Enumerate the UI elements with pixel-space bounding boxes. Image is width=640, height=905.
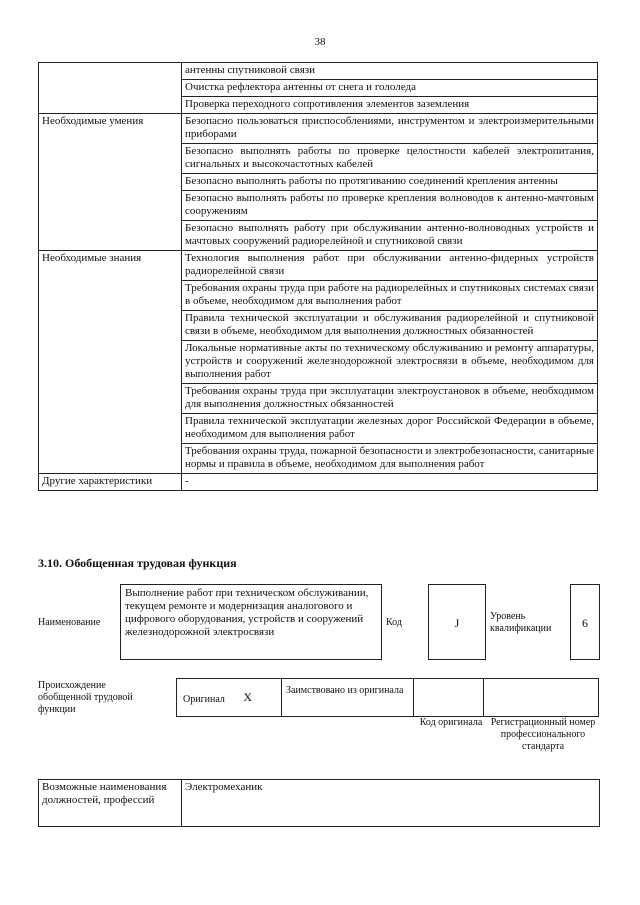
positions-table bbox=[38, 779, 600, 827]
registration-number-cell bbox=[484, 679, 599, 717]
row-label: Необходимые знания bbox=[39, 251, 182, 474]
row-item: Локальные нормативные акты по техническому обслуживанию и ремонту аппаратуры, устройств и сооружений железнодорожной электросвязи в объеме, необходимом для выполнения работ bbox=[182, 341, 598, 384]
row-item: Правила технической эксплуатации железных дорог Российской Федерации в объеме, необходимом для выполнения работ bbox=[182, 414, 598, 444]
original-mark: X bbox=[243, 690, 253, 704]
code-value-box: J bbox=[428, 584, 486, 660]
row-item: Технология выполнения работ при обслуживании антенно-фидерных устройств радиорелейной связи bbox=[182, 251, 598, 281]
row-item: антенны спутниковой связи bbox=[182, 63, 598, 80]
table-row bbox=[39, 114, 598, 144]
table-row bbox=[39, 251, 598, 281]
positions-value: Электромеханик bbox=[182, 780, 600, 827]
page-number: 38 bbox=[314, 36, 326, 48]
table-row bbox=[39, 474, 598, 491]
row-label bbox=[39, 63, 182, 114]
row-item: Проверка переходного сопротивления элементов заземления bbox=[182, 97, 598, 114]
code-label: Код bbox=[386, 617, 402, 628]
row-item: Требования охраны труда при эксплуатации электроустановок в объеме, необходимом для выполнения должностных обязанностей bbox=[182, 384, 598, 414]
row-item: Безопасно выполнять работы по проверке крепления волноводов к антенно-мачтовым сооружениям bbox=[182, 191, 598, 221]
qualification-level-label: Уровень квалификации bbox=[490, 611, 552, 634]
row-item: Безопасно пользоваться приспособлениями, инструментом и электроизмерительными приборами bbox=[182, 114, 598, 144]
section-title: 3.10. Обобщенная трудовая функция bbox=[38, 556, 237, 570]
positions-label: Возможные наименования должностей, профессий bbox=[39, 780, 182, 827]
qualification-level-box: 6 bbox=[570, 584, 600, 660]
name-label: Наименование bbox=[38, 617, 101, 628]
original-cell bbox=[177, 679, 282, 717]
function-name-box: Выполнение работ при техническом обслуживании, текущем ремонте и модернизация аналогового и цифрового оборудования, устройств и сооружений железнодорожной электросвязи bbox=[120, 584, 382, 660]
row-item: Очистка рефлектора антенны от снега и гололеда bbox=[182, 80, 598, 97]
caption-registration-number: Регистрационный номер профессионального стандарта bbox=[490, 717, 596, 752]
table-row bbox=[39, 63, 598, 80]
original-label: Оригинал bbox=[183, 694, 225, 705]
original-code-cell bbox=[414, 679, 484, 717]
row-item: Требования охраны труда, пожарной безопасности и электробезопасности, санитарные нормы и правила в объеме, необходимом для выполнения работ bbox=[182, 444, 598, 474]
origin-table bbox=[176, 678, 599, 717]
row-label: Другие характеристики bbox=[39, 474, 182, 491]
row-item: Правила технической эксплуатации и обслуживания радиорелейной и спутниковой связи в объеме, необходимом для выполнения должностных обязанностей bbox=[182, 311, 598, 341]
caption-original-code: Код оригинала bbox=[419, 717, 483, 728]
skills-knowledge-table bbox=[38, 62, 598, 491]
row-item: - bbox=[182, 474, 598, 491]
origin-label: Происхождение обобщенной трудовой функции bbox=[38, 680, 133, 715]
row-item: Требования охраны труда при работе на радиорелейных и спутниковых системах связи в объеме, необходимом для выполнения работ bbox=[182, 281, 598, 311]
borrowed-cell bbox=[282, 679, 414, 717]
row-label: Необходимые умения bbox=[39, 114, 182, 251]
borrowed-label: Заимствовано из оригинала bbox=[286, 685, 404, 696]
row-item: Безопасно выполнять работы по протягиванию соединений крепления антенны bbox=[182, 174, 598, 191]
row-item: Безопасно выполнять работу при обслуживании антенно-волноводных устройств и мачтовых сооружений радиорелейной и спутниковой связи bbox=[182, 221, 598, 251]
row-item: Безопасно выполнять работы по проверке целостности кабелей электропитания, сигнальных и высокочастотных кабелей bbox=[182, 144, 598, 174]
